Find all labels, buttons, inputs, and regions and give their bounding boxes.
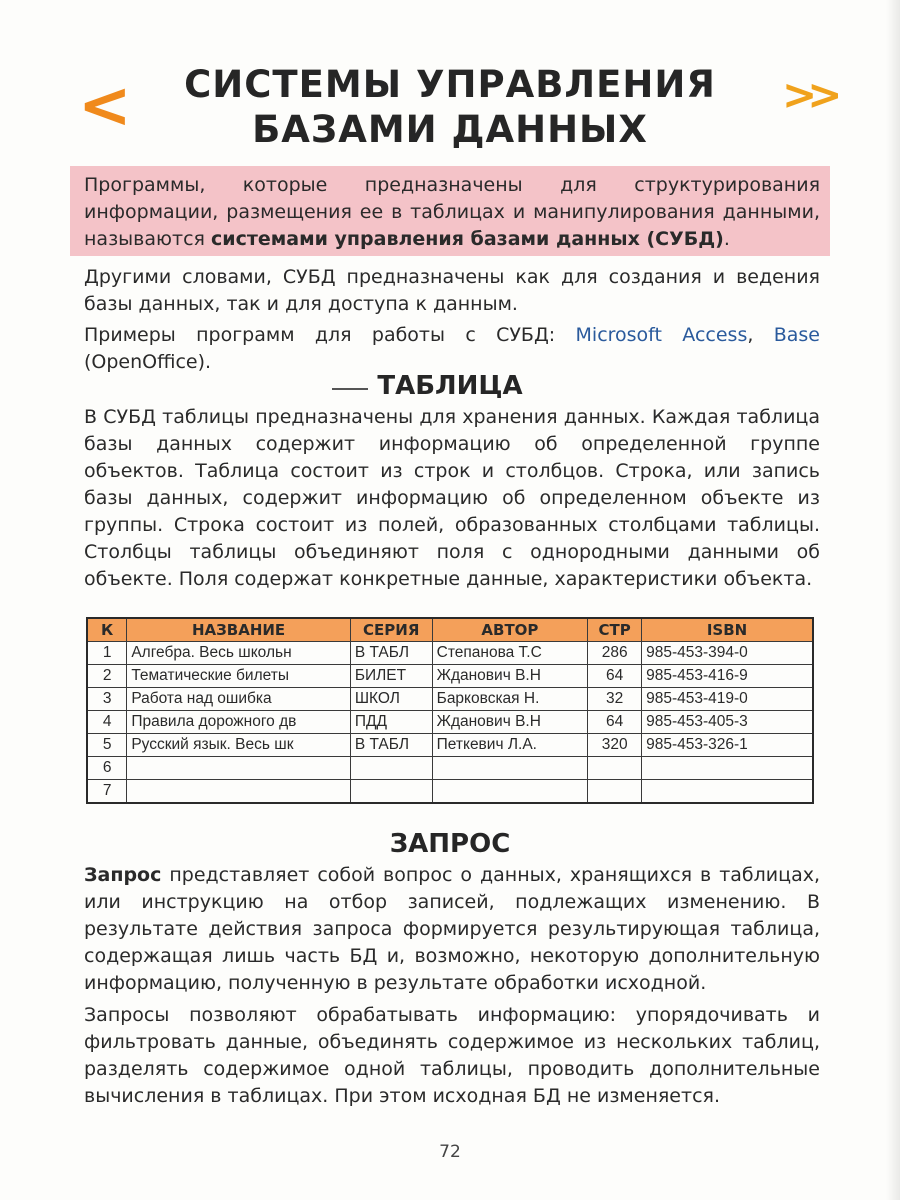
cell-pages: 64 — [588, 711, 642, 734]
table-row — [87, 734, 813, 757]
cell-isbn — [642, 757, 813, 780]
cell-author: Жданович В.Н — [432, 665, 588, 688]
cell-author — [432, 780, 588, 804]
table-row — [87, 711, 813, 734]
table-heading: ТАБЛИЦА — [377, 371, 523, 401]
cell-series: В ТАБЛ — [350, 642, 432, 665]
cell-pages: 64 — [588, 665, 642, 688]
examples-suffix: (OpenOffice). — [84, 351, 212, 373]
page-edge-shadow — [886, 0, 900, 1200]
cell-author: Жданович В.Н — [432, 711, 588, 734]
query-paragraph-2: Запросы позволяют обрабатывать информацию: упорядочивать и фильтровать данные, объединять содержимое из нескольких таблиц, разделять содержимое одной таблицы, проводить дополнительные вычисления в таблицах. При этом исходная БД не изменяется. — [84, 1004, 820, 1107]
examples-prefix: Примеры программ для работы с СУБД: — [84, 324, 576, 346]
cell-isbn: 985-453-419-0 — [642, 688, 813, 711]
header-isbn: ISBN — [642, 618, 813, 642]
cell-series — [350, 757, 432, 780]
cell-series: В ТАБЛ — [350, 734, 432, 757]
examples-separator: , — [747, 324, 774, 346]
title-line-1: СИСТЕМЫ УПРАВЛЕНИЯ — [184, 63, 716, 106]
header-series: СЕРИЯ — [350, 618, 432, 642]
definition-end: . — [723, 228, 730, 250]
page-number: 72 — [439, 1142, 461, 1162]
header-author: АВТОР — [432, 618, 588, 642]
cell-k: 5 — [87, 734, 127, 757]
cell-isbn — [642, 780, 813, 804]
cell-name: Алгебра. Весь школьн — [127, 642, 351, 665]
cell-name: Русский язык. Весь шк — [127, 734, 351, 757]
table-row — [87, 688, 813, 711]
cell-isbn: 985-453-416-9 — [642, 665, 813, 688]
books-table — [86, 617, 814, 804]
right-double-chevron-icon: >> — [782, 70, 833, 119]
query-paragraph-1 — [84, 862, 820, 997]
query-heading: ЗАПРОС — [389, 829, 511, 859]
cell-name — [127, 780, 351, 804]
cell-pages — [588, 780, 642, 804]
cell-name — [127, 757, 351, 780]
cell-k: 1 — [87, 642, 127, 665]
definition-term: системами управления базами данных (СУБД) — [211, 228, 724, 250]
ms-access-link[interactable]: Microsoft Access — [575, 324, 748, 346]
cell-isbn: 985-453-405-3 — [642, 711, 813, 734]
examples-paragraph — [84, 322, 820, 376]
cell-pages: 320 — [588, 734, 642, 757]
page-title — [150, 62, 750, 152]
cell-series: ШКОЛ — [350, 688, 432, 711]
header-name: НАЗВАНИЕ — [127, 618, 351, 642]
cell-author — [432, 757, 588, 780]
cell-name: Правила дорожного дв — [127, 711, 351, 734]
other-words-paragraph: Другими словами, СУБД предназначены как для создания и ведения базы данных, так и для доступа к данным. — [84, 266, 820, 315]
header-k: К — [87, 618, 127, 642]
cell-series — [350, 780, 432, 804]
definition-text: Программы, которые предназначены для структурирования информации, размещения ее в таблицах и манипулирования данными, называются — [84, 174, 820, 250]
cell-author: Степанова Т.С — [432, 642, 588, 665]
cell-series: ПДД — [350, 711, 432, 734]
cell-series: БИЛЕТ — [350, 665, 432, 688]
cell-author: Петкевич Л.А. — [432, 734, 588, 757]
base-link[interactable]: Base — [773, 324, 820, 346]
table-header-row — [87, 618, 813, 642]
cell-pages: 286 — [588, 642, 642, 665]
cell-pages: 32 — [588, 688, 642, 711]
table-description: В СУБД таблицы предназначены для хранения данных. Каждая таблица базы данных содержит информацию об определенной группе объектов. Таблица состоит из строк и столбцов. Строка, или запись базы данных, содержит информацию об определенном объекте из группы. Строка состоит из полей, образованных столбцами таблицы. Столбцы таблицы объединяют поля с однородными данными об объекте. Поля содержат конкретные данные, характеристики объекта. — [84, 406, 820, 590]
cell-name: Тематические билеты — [127, 665, 351, 688]
definition-paragraph — [84, 172, 820, 253]
table-row — [87, 757, 813, 780]
cell-pages — [588, 757, 642, 780]
cell-k: 7 — [87, 780, 127, 804]
cell-k: 4 — [87, 711, 127, 734]
table-row — [87, 780, 813, 804]
cell-k: 2 — [87, 665, 127, 688]
cell-k: 3 — [87, 688, 127, 711]
left-chevron-icon: < — [78, 69, 132, 143]
table-row — [87, 642, 813, 665]
cell-isbn: 985-453-326-1 — [642, 734, 813, 757]
cell-isbn: 985-453-394-0 — [642, 642, 813, 665]
cell-k: 6 — [87, 757, 127, 780]
header-pages: СТР — [588, 618, 642, 642]
cell-name: Работа над ошибка — [127, 688, 351, 711]
query-term: Запрос — [84, 864, 162, 886]
query-definition: представляет собой вопрос о данных, хранящихся в таблицах, или инструкцию на отбор записей, подлежащих изменению. В результате действия запроса формируется результирующая таблица, содержащая лишь часть БД и, возможно, некоторую дополнительную информацию, полученную в результате обработки исходной. — [84, 864, 820, 994]
title-line-2: БАЗАМИ ДАННЫХ — [252, 108, 648, 151]
table-row — [87, 665, 813, 688]
cell-author: Барковская Н. — [432, 688, 588, 711]
